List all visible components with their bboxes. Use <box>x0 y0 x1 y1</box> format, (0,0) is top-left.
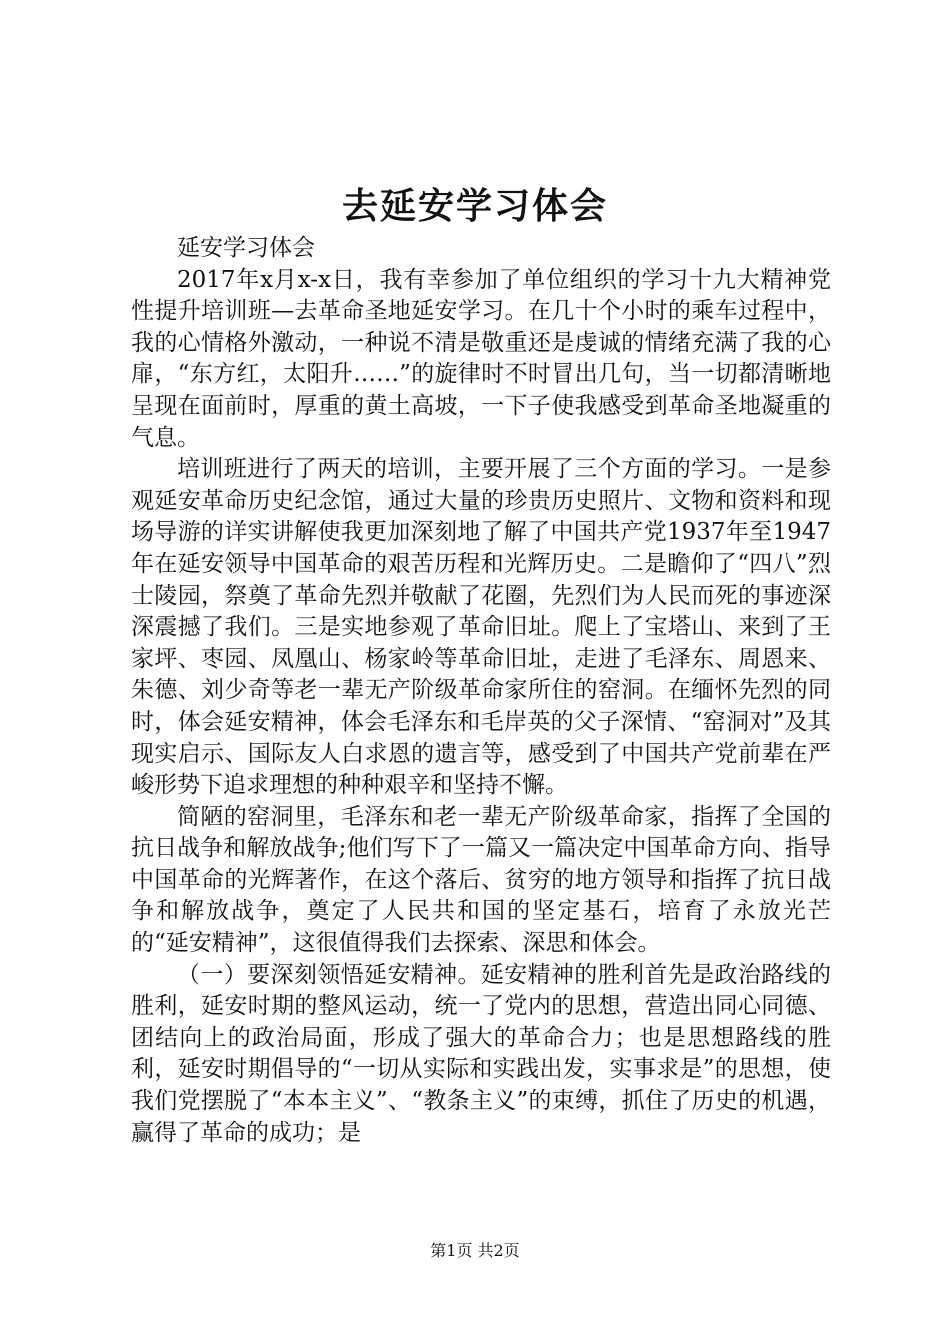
document-title: 去延安学习体会 <box>341 185 608 227</box>
document-body <box>131 233 831 1149</box>
document-subtitle: 延安学习体会 <box>177 235 315 261</box>
paragraph-3: 简陋的窑洞里，毛泽东和老一辈无产阶级革命家，指挥了全国的抗日战争和解放战争;他们写下了一篇又一篇决定中国革命方向、指导中国革命的光辉著作，在这个落后、贫穷的地方领导和指挥了抗日战争和解放战争，奠定了人民共和国的坚定基石，培育了永放光芒的“延安精神”，这很值得我们去探索、深思和体会。 <box>131 803 831 957</box>
paragraph-1: 2017年x月x-x日，我有幸参加了单位组织的学习十九大精神党性提升培训班—去革命圣地延安学习。在几十个小时的乘车过程中，我的心情格外激动，一种说不清是敬重还是虔诚的情绪充满了我的心扉，“东方红，太阳升……”的旋律时不时冒出几句，当一切都清晰地呈现在面前时，厚重的黄土高坡，一下子使我感受到革命圣地凝重的气息。 <box>131 266 831 451</box>
paragraph-4: （一）要深刻领悟延安精神。延安精神的胜利首先是政治路线的胜利，延安时期的整风运动，统一了党内的思想，营造出同心同德、团结向上的政治局面，形成了强大的革命合力；也是思想路线的胜利，延安时期倡导的“一切从实际和实践出发，实事求是”的思想，使我们党摆脱了“本本主义”、“教条主义”的束缚，抓住了历史的机遇，赢得了革命的成功；是 <box>131 961 831 1146</box>
page-number-footer: 第1页 共2页 <box>430 1241 520 1260</box>
paragraph-2: 培训班进行了两天的培训，主要开展了三个方面的学习。一是参观延安革命历史纪念馆，通过大量的珍贵历史照片、文物和资料和现场导游的详实讲解使我更加深刻地了解了中国共产党1937年至1947年在延安领导中国革命的艰苦历程和光辉历史。二是瞻仰了“四八”烈士陵园，祭奠了革命先烈并敬献了花圈，先烈们为人民而死的事迹深深震撼了我们。三是实地参观了革命旧址。爬上了宝塔山、来到了王家坪、枣园、凤凰山、杨家岭等革命旧址，走进了毛泽东、周恩来、朱德、刘少奇等老一辈无产阶级革命家所住的窑洞。在缅怀先烈的同时，体会延安精神，体会毛泽东和毛岸英的父子深情、“窑洞对”及其现实启示、国际友人白求恩的遗言等，感受到了中国共产党前辈在严峻形势下追求理想的种种艰辛和坚持不懈。 <box>131 456 831 799</box>
